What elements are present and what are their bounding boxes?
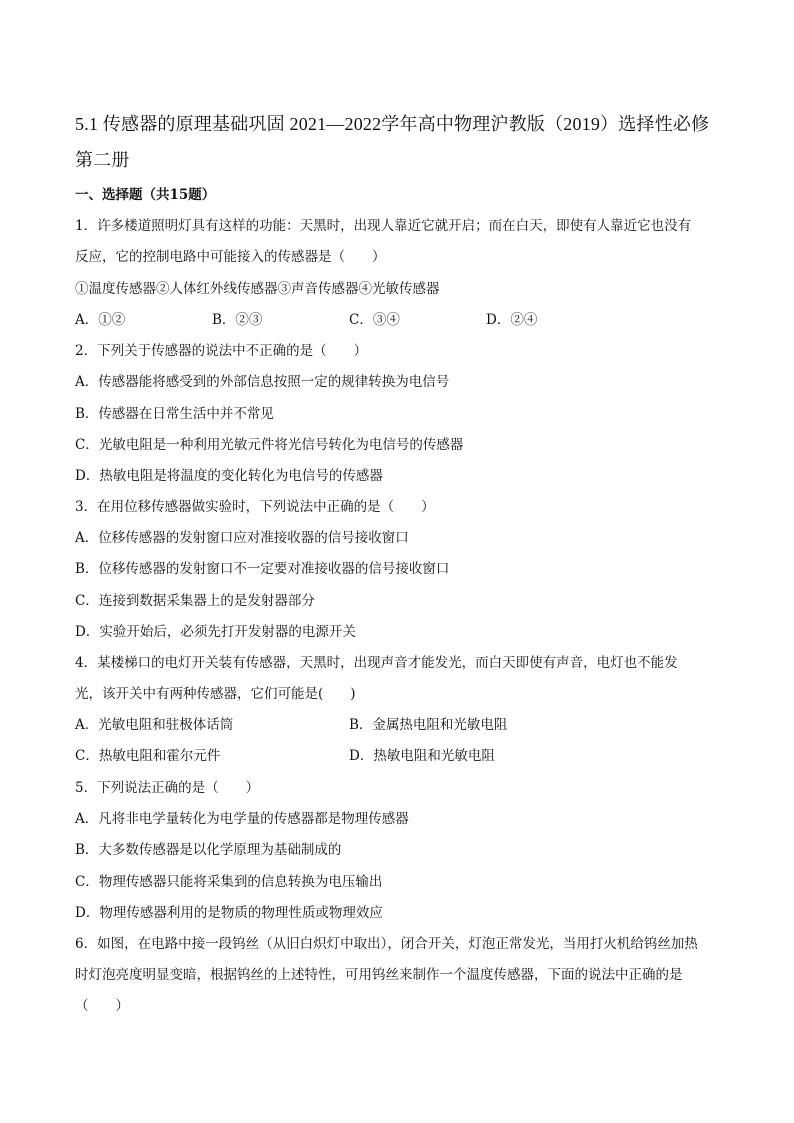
question-4-options-row-1 <box>75 715 725 735</box>
question-4-option-c: C．热敏电阻和霍尔元件 <box>75 748 221 764</box>
question-1-option-a: A．①② <box>75 312 126 328</box>
question-1-option-c: C．③④ <box>349 312 400 328</box>
question-4-line-1: 4．某楼梯口的电灯开关装有传感器，天黑时，出现声音才能发光，而白天即使有声音，电灯也不能发 <box>75 655 678 671</box>
question-6-line-2: 时灯泡亮度明显变暗，根据钨丝的上述特性，可用钨丝来制作一个温度传感器，下面的说法中正确的是 <box>75 967 683 983</box>
question-3-option-a: A．位移传感器的发射窗口应对准接收器的信号接收窗口 <box>75 530 409 546</box>
question-2-option-d: D．热敏电阻是将温度的变化转化为电信号的传感器 <box>75 468 383 484</box>
question-5-option-b: B．大多数传感器是以化学原理为基础制成的 <box>75 842 342 858</box>
question-2-option-b: B．传感器在日常生活中并不常见 <box>75 406 274 422</box>
section-heading: 一、选择题（共15题） <box>75 187 216 203</box>
question-2-option-a: A．传感器能将感受到的外部信息按照一定的规律转换为电信号 <box>75 374 450 390</box>
question-1-line-2: 反应，它的控制电路中可能接入的传感器是（ ） <box>75 249 386 265</box>
document-title: 5.1 传感器的原理基础巩固 2021—2022学年高中物理沪教版（2019）选择性必修第二册 <box>75 114 710 170</box>
question-1-line-1: 1．许多楼道照明灯具有这样的功能：天黑时，出现人靠近它就开启；而在白天，即使有人靠近它也没有 <box>75 218 692 234</box>
question-3-option-b: B．位移传感器的发射窗口不一定要对准接收器的信号接收窗口 <box>75 561 450 577</box>
question-2-option-c: C．光敏电阻是一种利用光敏元件将光信号转化为电信号的传感器 <box>75 437 464 453</box>
question-3-option-c: C．连接到数据采集器上的是发射器部分 <box>75 593 315 609</box>
question-4-line-2: 光，该开关中有两种传感器，它们可能是( ) <box>75 686 356 702</box>
question-1-options <box>75 310 725 330</box>
question-5-line-1: 5．下列说法正确的是（ ） <box>75 780 260 796</box>
question-3-option-d: D．实验开始后，必须先打开发射器的电源开关 <box>75 624 356 640</box>
question-3-line-1: 3．在用位移传感器做实验时，下列说法中正确的是（ ） <box>75 499 435 515</box>
question-1-option-d: D．②④ <box>486 312 538 328</box>
question-5-option-a: A．凡将非电学量转化为电学量的传感器都是物理传感器 <box>75 811 409 827</box>
question-4-option-b: B．金属热电阻和光敏电阻 <box>349 717 508 733</box>
question-4-option-a: A．光敏电阻和驻极体话筒 <box>75 717 234 733</box>
question-2-line-1: 2．下列关于传感器的说法中不正确的是（ ） <box>75 343 368 359</box>
question-6-line-1: 6．如图，在电路中接一段钨丝（从旧白炽灯中取出），闭合开关，灯泡正常发光，当用打火机给钨丝加热 <box>75 936 698 952</box>
question-4-option-d: D．热敏电阻和光敏电阻 <box>349 748 495 764</box>
question-1-line-3: ①温度传感器②人体红外线传感器③声音传感器④光敏传感器 <box>75 281 440 297</box>
question-1-option-b: B．②③ <box>212 312 263 328</box>
question-6-line-3: （ ） <box>75 998 129 1014</box>
question-5-option-d: D．物理传感器利用的是物质的物理性质或物理效应 <box>75 905 383 921</box>
question-4-options-row-2 <box>75 746 725 766</box>
question-5-option-c: C．物理传感器只能将采集到的信息转换为电压输出 <box>75 874 383 890</box>
